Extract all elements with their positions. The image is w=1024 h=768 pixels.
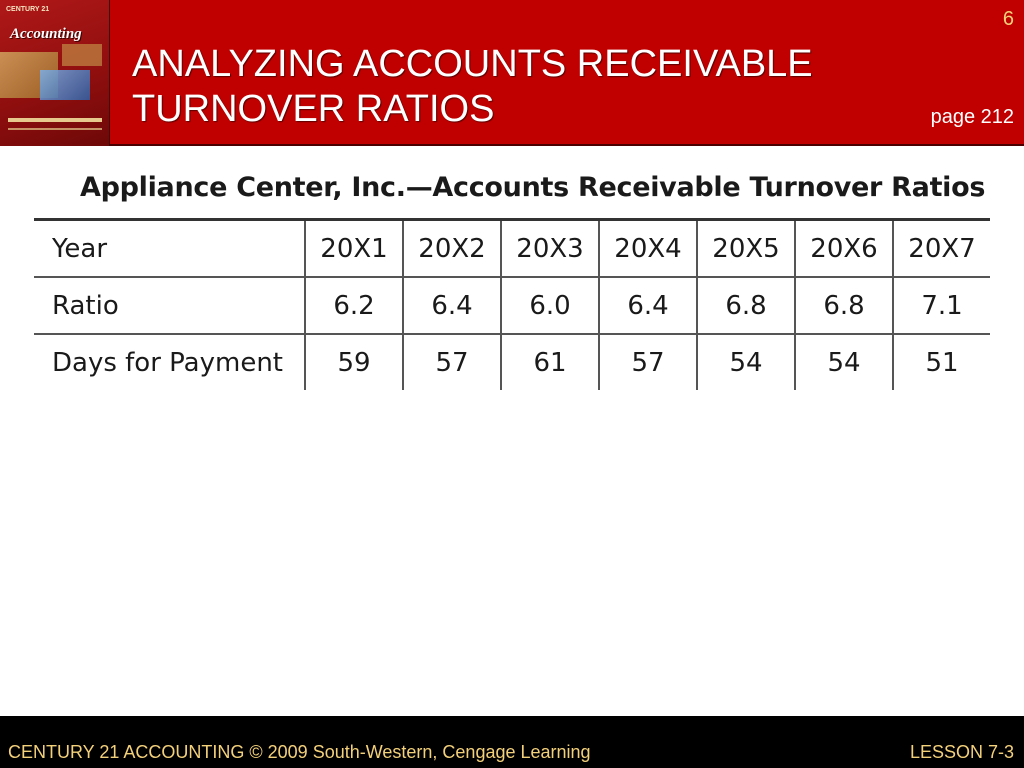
cover-graphic-block bbox=[62, 44, 102, 66]
table-cell: 54 bbox=[697, 334, 795, 390]
table-cell: 6.4 bbox=[403, 277, 501, 334]
table-cell: 51 bbox=[893, 334, 990, 390]
table-cell: 6.2 bbox=[305, 277, 403, 334]
table-cell: 6.4 bbox=[599, 277, 697, 334]
row-label: Ratio bbox=[34, 277, 305, 334]
cover-graphic-block bbox=[40, 70, 90, 100]
table-cell: 57 bbox=[599, 334, 697, 390]
table-cell: 6.8 bbox=[795, 277, 893, 334]
slide-footer bbox=[0, 716, 1024, 768]
slide-header bbox=[0, 0, 1024, 146]
table-cell: 7.1 bbox=[893, 277, 990, 334]
table-cell: 6.0 bbox=[501, 277, 599, 334]
table-title: Appliance Center, Inc.—Accounts Receivable Turnover Ratios bbox=[80, 172, 986, 203]
row-label: Year bbox=[34, 220, 305, 278]
table-cell: 20X1 bbox=[305, 220, 403, 278]
cover-stripe bbox=[8, 118, 102, 122]
table-cell: 20X4 bbox=[599, 220, 697, 278]
table-cell: 6.8 bbox=[697, 277, 795, 334]
table-row bbox=[34, 277, 990, 334]
page-reference: page 212 bbox=[930, 106, 1014, 128]
table-cell: 20X6 bbox=[795, 220, 893, 278]
slide-number: 6 bbox=[1002, 8, 1014, 30]
table-cell: 54 bbox=[795, 334, 893, 390]
table-cell: 20X2 bbox=[403, 220, 501, 278]
cover-title: Accounting bbox=[10, 26, 82, 42]
slide-title: ANALYZING ACCOUNTS RECEIVABLE TURNOVER RATIOS bbox=[132, 43, 813, 130]
table-cell: 20X7 bbox=[893, 220, 990, 278]
row-label: Days for Payment bbox=[34, 334, 305, 390]
cover-stripe bbox=[8, 128, 102, 130]
table-cell: 59 bbox=[305, 334, 403, 390]
table-row bbox=[34, 334, 990, 390]
footer-lesson: LESSON 7-3 bbox=[909, 742, 1014, 762]
table-cell: 20X3 bbox=[501, 220, 599, 278]
footer-copyright: CENTURY 21 ACCOUNTING © 2009 South-Western, Cengage Learning bbox=[8, 742, 591, 762]
cover-top-text: CENTURY 21 bbox=[6, 6, 50, 13]
table-cell: 20X5 bbox=[697, 220, 795, 278]
turnover-ratio-table bbox=[34, 218, 990, 390]
table-row bbox=[34, 220, 990, 278]
table-cell: 61 bbox=[501, 334, 599, 390]
table-cell: 57 bbox=[403, 334, 501, 390]
book-cover-image bbox=[0, 0, 110, 146]
